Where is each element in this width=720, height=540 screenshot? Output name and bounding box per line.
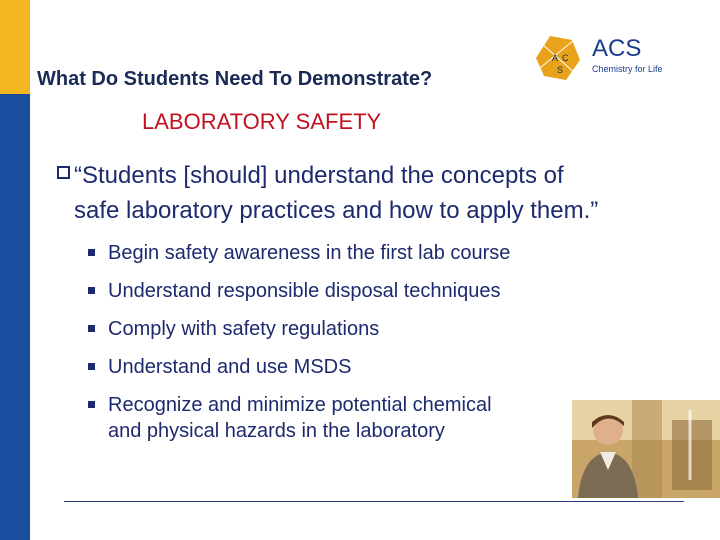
main-bullet-line-1: “Students [should] understand the concepts of bbox=[74, 162, 564, 189]
left-accent-bar-top bbox=[0, 0, 30, 94]
sub-bullet-text-continued: and physical hazards in the laboratory bbox=[108, 420, 445, 442]
sub-bullet-text: Begin safety awareness in the first lab course bbox=[108, 242, 511, 264]
student-lab-photo bbox=[572, 400, 720, 498]
main-bullet-line-2: safe laboratory practices and how to apply them.” bbox=[74, 197, 599, 224]
sub-bullet-text: Understand and use MSDS bbox=[108, 356, 352, 378]
logo-hex-letter-a: A bbox=[552, 53, 559, 63]
sub-bullet-text: Understand responsible disposal techniques bbox=[108, 280, 501, 302]
sub-bullet-item bbox=[88, 354, 608, 380]
sub-bullet-item bbox=[88, 240, 608, 266]
square-bullet-icon bbox=[88, 363, 95, 370]
main-bullet bbox=[57, 158, 697, 228]
slide-subtitle: LABORATORY SAFETY bbox=[142, 109, 382, 134]
sub-bullet-item bbox=[88, 278, 608, 304]
bottom-divider bbox=[64, 501, 684, 502]
logo-tagline: Chemistry for Life bbox=[592, 64, 663, 74]
logo-hex-letter-s: S bbox=[557, 65, 564, 75]
square-bullet-icon bbox=[88, 325, 95, 332]
acs-logo bbox=[532, 30, 692, 86]
checkbox-bullet-icon bbox=[57, 166, 70, 179]
sub-bullet-list bbox=[88, 240, 608, 444]
sub-bullet-item bbox=[88, 316, 608, 342]
acs-hexagon-icon bbox=[536, 36, 580, 80]
sub-bullet-text: Recognize and minimize potential chemical bbox=[108, 394, 492, 416]
logo-hex-letter-c: C bbox=[562, 53, 569, 63]
square-bullet-icon bbox=[88, 249, 95, 256]
slide-title: What Do Students Need To Demonstrate? bbox=[37, 68, 433, 90]
sub-bullet-text: Comply with safety regulations bbox=[108, 318, 380, 340]
square-bullet-icon bbox=[88, 401, 95, 408]
square-bullet-icon bbox=[88, 287, 95, 294]
logo-name: ACS bbox=[592, 35, 642, 62]
sub-bullet-item bbox=[88, 392, 608, 444]
